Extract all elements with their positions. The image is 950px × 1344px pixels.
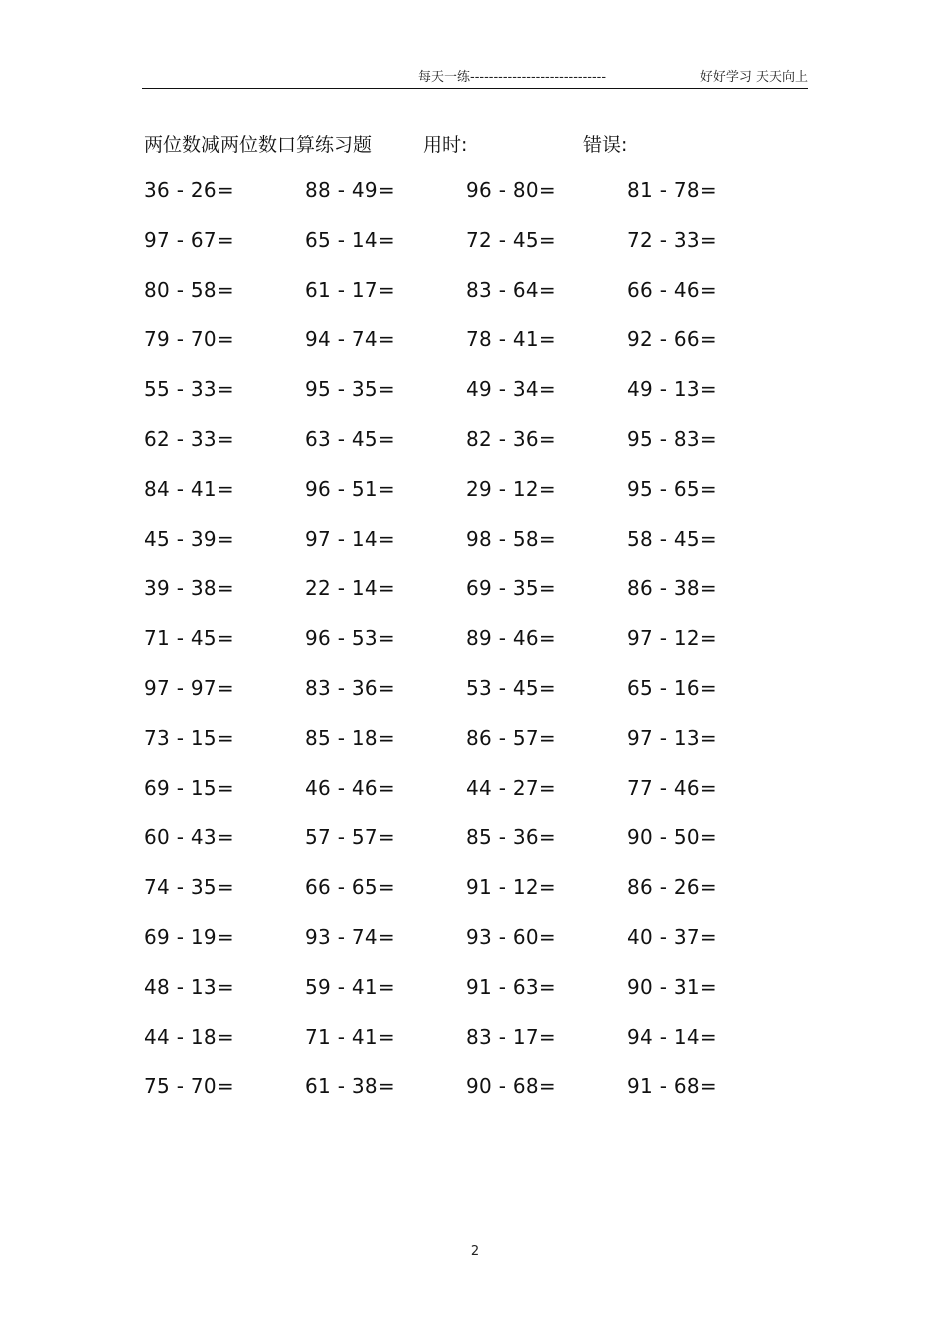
math-problem: 66 - 46= [627,277,717,302]
math-problem: 81 - 78= [627,178,717,202]
math-problem: 91 - 68= [627,1074,717,1099]
math-problem: 97 - 67= [144,227,234,252]
math-problem: 73 - 15= [144,725,234,750]
math-problem: 96 - 80= [466,178,556,202]
math-problem: 79 - 70= [144,327,234,352]
math-problem: 69 - 19= [144,924,234,949]
math-problem: 69 - 15= [144,775,234,800]
math-problem: 95 - 35= [305,377,395,402]
header-divider [142,88,808,89]
math-problem: 85 - 18= [305,725,395,750]
math-problem: 63 - 45= [305,426,395,451]
page-number: 2 [470,1244,480,1259]
math-problem: 46 - 46= [305,775,395,800]
problem-grid [144,176,784,1122]
math-problem: 97 - 12= [627,626,717,651]
math-problem: 53 - 45= [466,675,556,700]
math-problem: 61 - 38= [305,1074,395,1099]
math-problem: 77 - 46= [627,775,717,800]
math-problem: 59 - 41= [305,974,395,999]
math-problem: 44 - 18= [144,1024,234,1049]
math-problem: 97 - 13= [627,725,717,750]
page-header [142,64,808,88]
math-problem: 83 - 64= [466,277,556,302]
math-problem: 92 - 66= [627,327,717,352]
math-problem: 91 - 12= [466,875,556,900]
math-problem: 60 - 43= [144,825,234,850]
error-label: 错误: [583,134,628,156]
math-problem: 61 - 17= [305,277,395,302]
math-problem: 86 - 38= [627,576,717,601]
math-problem: 84 - 41= [144,476,234,501]
header-right-text: 好好学习 天天向上 [699,70,808,85]
math-problem: 90 - 31= [627,974,717,999]
math-problem: 88 - 49= [305,178,395,202]
worksheet-title: 两位数减两位数口算练习题 [144,134,373,156]
math-problem: 95 - 65= [627,476,717,501]
math-problem: 93 - 60= [466,924,556,949]
math-problem: 83 - 36= [305,675,395,700]
math-problem: 49 - 13= [627,377,717,402]
math-problem: 80 - 58= [144,277,234,302]
math-problem: 96 - 53= [305,626,395,651]
time-label: 用时: [423,134,468,156]
math-problem: 96 - 51= [305,476,395,501]
math-problem: 83 - 17= [466,1024,556,1049]
math-problem: 69 - 35= [466,576,556,601]
math-problem: 72 - 33= [627,227,717,252]
math-problem: 90 - 68= [466,1074,556,1099]
math-problem: 36 - 26= [144,178,234,202]
math-problem: 93 - 74= [305,924,395,949]
math-problem: 29 - 12= [466,476,556,501]
header-left-text: 每天一练----------------------------- [418,70,607,85]
math-problem: 57 - 57= [305,825,395,850]
math-problem: 74 - 35= [144,875,234,900]
math-problem: 82 - 36= [466,426,556,451]
math-problem: 94 - 74= [305,327,395,352]
math-problem: 91 - 63= [466,974,556,999]
math-problem: 44 - 27= [466,775,556,800]
math-problem: 55 - 33= [144,377,234,402]
math-problem: 86 - 26= [627,875,717,900]
math-problem: 97 - 14= [305,526,395,551]
worksheet-title-row [144,130,784,156]
math-problem: 39 - 38= [144,576,234,601]
math-problem: 62 - 33= [144,426,234,451]
math-problem: 78 - 41= [466,327,556,352]
math-problem: 90 - 50= [627,825,717,850]
math-problem: 95 - 83= [627,426,717,451]
math-problem: 66 - 65= [305,875,395,900]
math-problem: 71 - 41= [305,1024,395,1049]
math-problem: 45 - 39= [144,526,234,551]
math-problem: 98 - 58= [466,526,556,551]
math-problem: 22 - 14= [305,576,395,601]
math-problem: 85 - 36= [466,825,556,850]
math-problem: 48 - 13= [144,974,234,999]
math-problem: 72 - 45= [466,227,556,252]
math-problem: 49 - 34= [466,377,556,402]
math-problem: 65 - 14= [305,227,395,252]
math-problem: 86 - 57= [466,725,556,750]
math-problem: 40 - 37= [627,924,717,949]
math-problem: 75 - 70= [144,1074,234,1099]
math-problem: 97 - 97= [144,675,234,700]
math-problem: 89 - 46= [466,626,556,651]
math-problem: 94 - 14= [627,1024,717,1049]
math-problem: 65 - 16= [627,675,717,700]
math-problem: 71 - 45= [144,626,234,651]
math-problem: 58 - 45= [627,526,717,551]
